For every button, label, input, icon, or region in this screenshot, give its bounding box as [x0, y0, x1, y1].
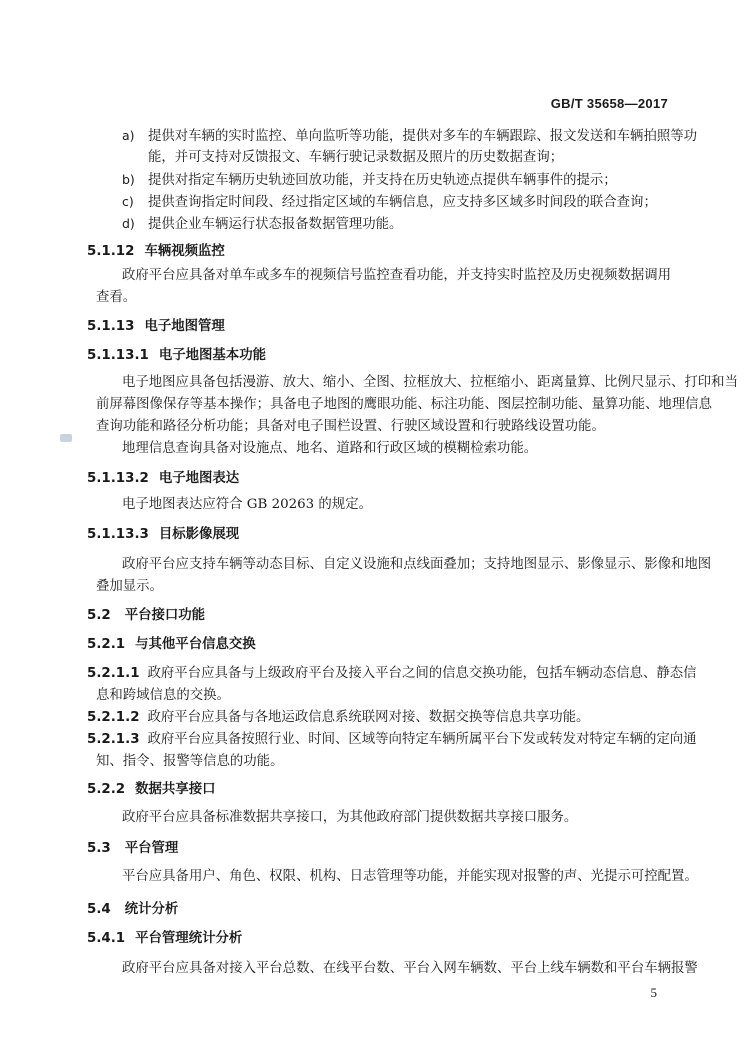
heading-number: 5.1.13.3 — [87, 527, 149, 542]
paragraph: 政府平台应具备标准数据共享接口，为其他政府部门提供数据共享接口服务。 — [122, 810, 578, 825]
heading-number: 5.4.1 — [87, 931, 126, 946]
heading-number: 5.1.12 — [87, 244, 135, 259]
heading-5-1-13-1 — [87, 347, 266, 365]
scan-mark — [60, 434, 72, 442]
paragraph-cont: 叠加显示。 — [96, 579, 163, 594]
heading-title: 平台管理统计分析 — [135, 931, 243, 946]
standard-code: GB/T 35658—2017 — [550, 96, 668, 111]
paragraph-cont: 查看。 — [96, 290, 137, 305]
list-label: b) — [122, 172, 135, 187]
list-text: 提供对车辆的实时监控、单向监听等功能，提供对多车的车辆跟踪、报文发送和车辆拍照等功 — [148, 129, 698, 144]
clause-number: 5.2.1.2 — [87, 710, 140, 725]
paragraph: 电子地图表达应符合 GB 20263 的规定。 — [122, 497, 372, 512]
list-item-d — [122, 215, 402, 234]
paragraph: 地理信息查询具备对设施点、地名、道路和行政区域的模糊检索功能。 — [122, 441, 538, 456]
clause-5-2-1-3 — [87, 731, 697, 749]
clause-text: 政府平台应具备与上级政府平台及接入平台之间的信息交换功能，包括车辆动态信息、静态信 — [147, 666, 697, 681]
paragraph-cont: 息和跨域信息的交换。 — [96, 688, 230, 703]
list-text: 提供企业车辆运行状态报备数据管理功能。 — [148, 217, 403, 232]
list-label: a) — [122, 128, 135, 143]
heading-5-1-13-2 — [87, 470, 239, 488]
heading-5-3 — [87, 840, 178, 858]
heading-title: 目标影像展现 — [158, 527, 240, 542]
paragraph: 电子地图应具备包括漫游、放大、缩小、全图、拉框放大、拉框缩小、距离量算、比例尺显示、打印和当 — [122, 375, 738, 390]
paragraph-cont: 前屏幕图像保存等基本操作；具备电子地图的鹰眼功能、标注功能、图层控制功能、量算功能、地理信息 — [96, 397, 712, 412]
clause-text: 政府平台应具备与各地运政信息系统联网对接、数据交换等信息共享功能。 — [147, 710, 590, 725]
paragraph: 政府平台应具备对单车或多车的视频信号监控查看功能，并支持实时监控及历史视频数据调用 — [122, 268, 672, 283]
clause-5-2-1-1 — [87, 665, 697, 683]
heading-number: 5.2.2 — [87, 782, 126, 797]
list-label: c) — [122, 194, 134, 209]
heading-5-1-13 — [87, 318, 225, 336]
list-item-b — [122, 171, 617, 190]
list-text: 提供对指定车辆历史轨迹回放功能，并支持在历史轨迹点提供车辆事件的提示； — [148, 173, 617, 188]
heading-number: 5.1.13.2 — [87, 471, 149, 486]
heading-5-1-13-3 — [87, 526, 239, 544]
list-item-a — [122, 127, 697, 146]
heading-title: 数据共享接口 — [135, 782, 216, 797]
paragraph: 政府平台应支持车辆等动态目标、自定义设施和点线面叠加；支持地图显示、影像显示、影像和地图 — [122, 557, 712, 572]
clause-text: 政府平台应具备按照行业、时间、区域等向特定车辆所属平台下发或转发对特定车辆的定向通 — [147, 732, 697, 747]
heading-5-4-1 — [87, 930, 242, 948]
heading-5-4 — [87, 901, 178, 919]
clause-number: 5.2.1.3 — [87, 732, 140, 747]
heading-number: 5.4 — [87, 902, 111, 917]
page-number: 5 — [650, 985, 657, 1000]
paragraph-cont: 知、指令、报警等信息的功能。 — [96, 754, 284, 769]
paragraph: 政府平台应具备对接入平台总数、在线平台数、平台入网车辆数、平台上线车辆数和平台车辆报警 — [122, 961, 698, 976]
clause-5-2-1-2 — [87, 709, 589, 727]
list-text: 提供查询指定时间段、经过指定区域的车辆信息，应支持多区域多时间段的联合查询； — [148, 195, 657, 210]
heading-title: 电子地图管理 — [144, 319, 225, 334]
paragraph: 平台应具备用户、角色、权限、机构、日志管理等功能，并能实现对报警的声、光提示可控配置。 — [122, 869, 698, 884]
heading-5-2-2 — [87, 781, 215, 799]
heading-title: 电子地图基本功能 — [158, 348, 266, 363]
heading-number: 5.1.13 — [87, 319, 135, 334]
heading-number: 5.2 — [87, 608, 111, 623]
heading-5-1-12 — [87, 243, 225, 261]
heading-number: 5.1.13.1 — [87, 348, 149, 363]
heading-number: 5.3 — [87, 841, 111, 856]
list-item-c — [122, 193, 657, 212]
heading-number: 5.2.1 — [87, 637, 126, 652]
clause-number: 5.2.1.1 — [87, 666, 140, 681]
heading-5-2-1 — [87, 636, 256, 654]
list-item-a-cont: 能，并可支持对反馈报文、车辆行驶记录数据及照片的历史数据查询； — [148, 150, 564, 165]
heading-title: 车辆视频监控 — [144, 244, 225, 259]
heading-5-2 — [87, 607, 205, 625]
list-label: d) — [122, 216, 135, 231]
heading-title: 平台管理 — [124, 841, 179, 856]
heading-title: 平台接口功能 — [124, 608, 206, 623]
paragraph-cont: 查询功能和路径分析功能；具备对电子围栏设置、行驶区域设置和行驶路线设置功能。 — [96, 419, 605, 434]
heading-title: 电子地图表达 — [158, 471, 240, 486]
heading-title: 统计分析 — [124, 902, 179, 917]
heading-title: 与其他平台信息交换 — [135, 637, 256, 652]
